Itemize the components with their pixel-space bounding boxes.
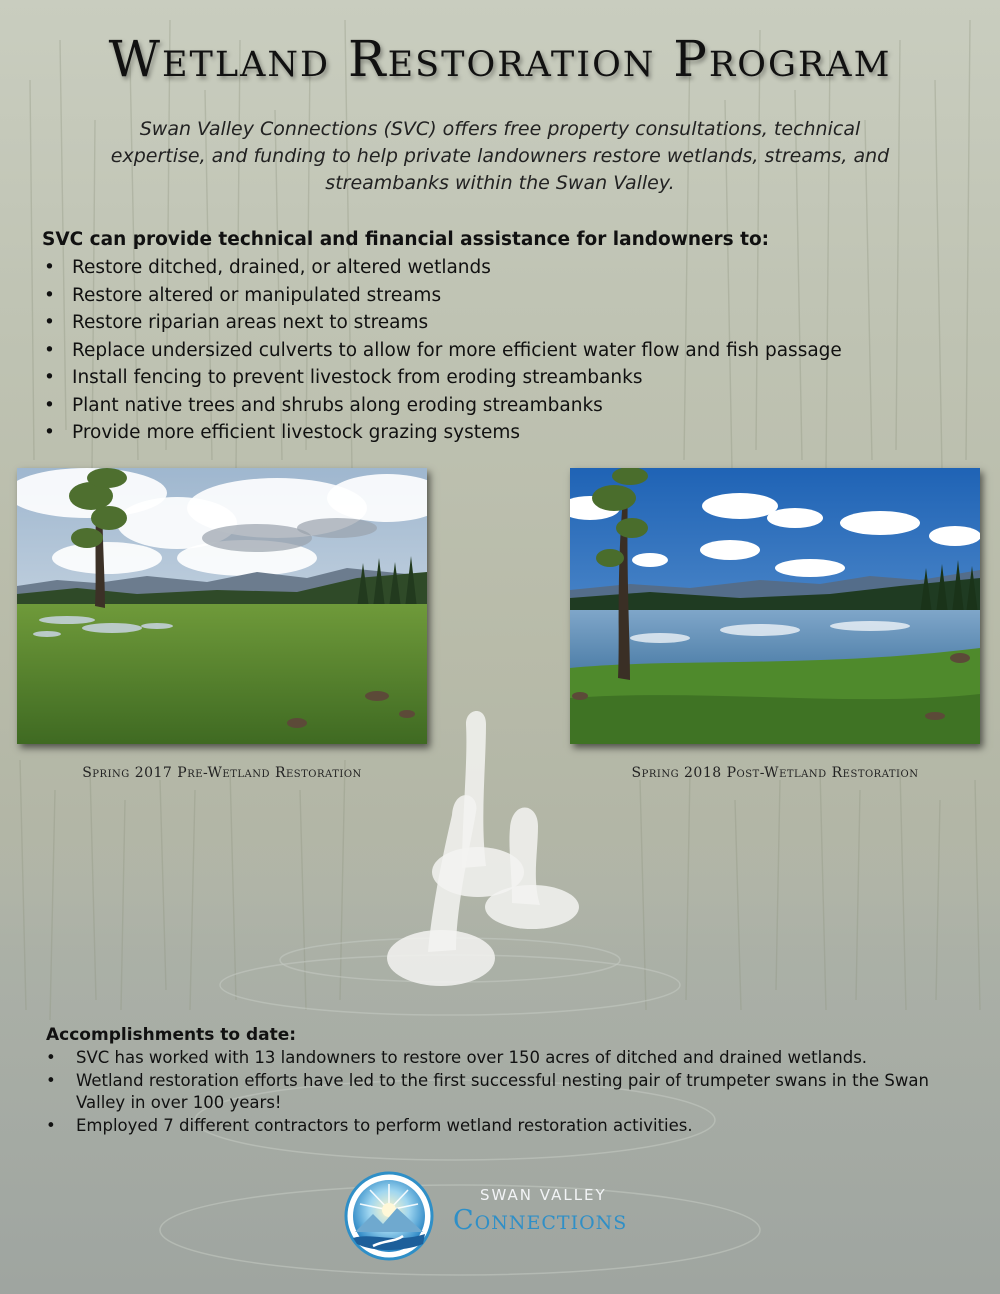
list-item xyxy=(42,364,942,392)
intro-paragraph: Swan Valley Connections (SVC) offers free property consultations, technical expertise, and funding to help private landowners restore wetlands, streams, and streambanks within the Swan Valley. xyxy=(110,118,890,194)
bullet-icon: • xyxy=(46,1070,56,1090)
bullet-icon: • xyxy=(44,394,55,416)
list-item-text: Provide more efficient livestock grazing systems xyxy=(72,422,521,443)
bullet-icon: • xyxy=(44,284,55,306)
list-item xyxy=(42,337,942,365)
list-item-text: SVC has worked with 13 landowners to restore over 150 acres of ditched and drained wetlands. xyxy=(76,1048,868,1067)
bullet-icon: • xyxy=(44,312,55,333)
list-item-text: Restore altered or manipulated streams xyxy=(72,284,442,306)
assistance-heading: SVC can provide technical and financial assistance for landowners to: xyxy=(42,229,770,250)
logo-line-2: Connections xyxy=(453,1205,628,1236)
assistance-list xyxy=(42,254,942,447)
list-item xyxy=(44,1070,964,1115)
after-caption: Spring 2018 Post-Wetland Restoration xyxy=(631,765,919,781)
svc-logo xyxy=(343,1172,663,1262)
svc-sun-mountain-icon xyxy=(343,1170,435,1262)
before-restoration-photo xyxy=(17,468,427,744)
list-item-text: Employed 7 different contractors to perform wetland restoration activities. xyxy=(76,1115,693,1135)
bullet-icon: • xyxy=(44,422,55,443)
list-item-text: Wetland restoration efforts have led to the first successful nesting pair of trumpeter swans in the Swan Valley in over 100 years! xyxy=(76,1070,929,1112)
list-item-text: Replace undersized culverts to allow for more efficient water flow and fish passage xyxy=(72,339,842,361)
bullet-icon: • xyxy=(46,1048,56,1067)
after-restoration-photo xyxy=(570,468,980,744)
list-item xyxy=(42,254,942,282)
list-item-text: Plant native trees and shrubs along eroding streambanks xyxy=(72,394,603,416)
list-item xyxy=(44,1115,964,1138)
list-item xyxy=(44,1047,964,1070)
list-item xyxy=(42,392,942,420)
bullet-icon: • xyxy=(44,257,55,278)
list-item xyxy=(42,419,942,447)
bullet-icon: • xyxy=(44,339,55,361)
accomplishments-list xyxy=(44,1047,964,1137)
list-item-text: Restore riparian areas next to streams xyxy=(72,312,429,333)
list-item xyxy=(42,282,942,310)
list-item xyxy=(42,309,942,337)
bullet-icon: • xyxy=(44,367,55,388)
logo-line-1: SWAN VALLEY xyxy=(480,1186,607,1204)
list-item-text: Restore ditched, drained, or altered wetlands xyxy=(72,257,491,278)
list-item-text: Install fencing to prevent livestock from eroding streambanks xyxy=(72,367,643,388)
bullet-icon: • xyxy=(46,1115,56,1135)
page-title: Wetland Restoration Program xyxy=(108,30,892,88)
accomplishments-heading: Accomplishments to date: xyxy=(46,1025,297,1045)
before-caption: Spring 2017 Pre-Wetland Restoration xyxy=(82,765,362,781)
